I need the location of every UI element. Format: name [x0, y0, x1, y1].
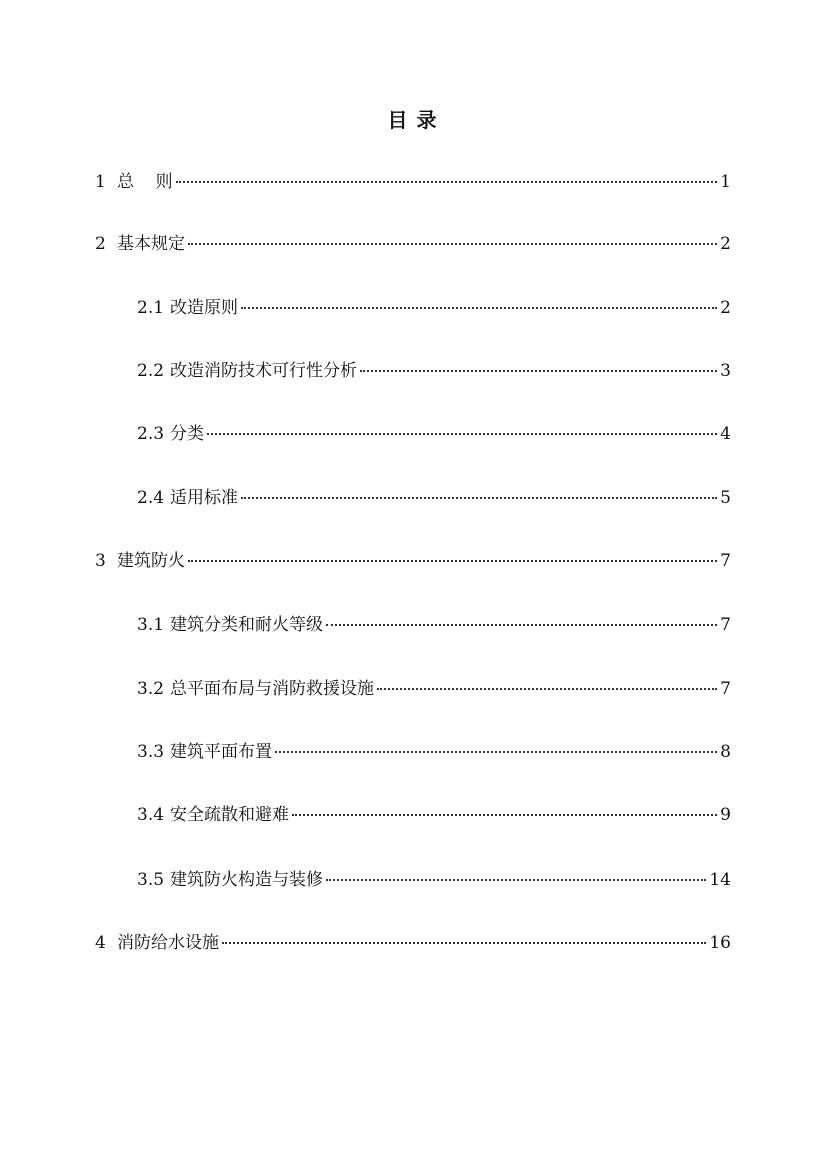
- toc-entry-label: 总平面布局与消防救援设施: [170, 679, 375, 699]
- toc-entry-number: 2: [95, 234, 106, 254]
- toc-leader-dots: [241, 307, 717, 309]
- toc-entry[interactable]: [95, 931, 731, 955]
- toc-entry[interactable]: [137, 740, 731, 764]
- toc-entry[interactable]: [137, 296, 731, 320]
- toc-entry-number: 3.5: [137, 870, 165, 890]
- toc-entry-page: 7: [720, 551, 731, 571]
- toc-entry-label: 改造原则: [170, 298, 239, 318]
- toc-entry[interactable]: [137, 422, 731, 446]
- toc-entry[interactable]: [137, 868, 731, 892]
- toc-leader-dots: [326, 624, 717, 626]
- toc-entry-page: 16: [709, 933, 731, 953]
- toc-entry-page: 8: [720, 742, 731, 762]
- toc-entry[interactable]: [95, 232, 731, 256]
- toc-leader-dots: [275, 751, 717, 753]
- toc-entry[interactable]: [137, 677, 731, 701]
- toc-entry-page: 1: [720, 172, 731, 192]
- toc-entry-page: 7: [720, 615, 731, 635]
- toc-entry[interactable]: [95, 170, 731, 194]
- toc-title: 目 录: [387, 108, 438, 132]
- toc-leader-dots: [241, 497, 717, 499]
- toc-entry-page: 7: [720, 679, 731, 699]
- toc-entry[interactable]: [137, 486, 731, 510]
- toc-entry-number: 2.4: [137, 488, 165, 508]
- toc-leader-dots: [292, 814, 717, 816]
- toc-leader-dots: [377, 688, 717, 690]
- toc-leader-dots: [176, 181, 718, 183]
- toc-entry-label: 消防给水设施: [117, 933, 219, 953]
- toc-leader-dots: [360, 370, 717, 372]
- toc-entry-label: 建筑分类和耐火等级: [170, 615, 324, 635]
- toc-entry-label: 建筑平面布置: [170, 742, 273, 762]
- toc-entry-number: 2.3: [137, 424, 165, 444]
- toc-entry-label: 适用标准: [170, 488, 239, 508]
- toc-entry-number: 3.1: [137, 615, 165, 635]
- toc-leader-dots: [188, 243, 717, 245]
- toc-entry[interactable]: [95, 549, 731, 573]
- toc-entry-label: 建筑防火: [117, 551, 185, 571]
- toc-entry-number: 3.4: [137, 805, 165, 825]
- toc-leader-dots: [188, 560, 717, 562]
- toc-entry[interactable]: [137, 359, 731, 383]
- toc-entry[interactable]: [137, 613, 731, 637]
- toc-entry-label: 总 则: [117, 172, 173, 192]
- toc-entry-page: 2: [720, 298, 731, 318]
- toc-entry[interactable]: [137, 803, 731, 827]
- toc-leader-dots: [326, 879, 706, 881]
- toc-entry-number: 2.2: [137, 361, 165, 381]
- toc-entry-page: 5: [720, 488, 731, 508]
- toc-entry-number: 3.3: [137, 742, 165, 762]
- toc-entry-number: 1: [95, 172, 106, 192]
- toc-entry-page: 9: [720, 805, 731, 825]
- toc-entry-page: 2: [720, 234, 731, 254]
- toc-entry-number: 3.2: [137, 679, 165, 699]
- toc-entry-page: 14: [709, 870, 731, 890]
- toc-entry-label: 分类: [170, 424, 205, 444]
- toc-entry-number: 4: [95, 933, 106, 953]
- toc-entry-label: 改造消防技术可行性分析: [170, 361, 358, 381]
- toc-entry-label: 基本规定: [117, 234, 185, 254]
- toc-entry-label: 建筑防火构造与装修: [170, 870, 324, 890]
- toc-leader-dots: [222, 942, 706, 944]
- toc-entry-page: 3: [720, 361, 731, 381]
- toc-entry-number: 3: [95, 551, 106, 571]
- toc-leader-dots: [207, 433, 717, 435]
- toc-entry-number: 2.1: [137, 298, 165, 318]
- toc-entry-label: 安全疏散和避难: [170, 805, 290, 825]
- toc-entry-page: 4: [720, 424, 731, 444]
